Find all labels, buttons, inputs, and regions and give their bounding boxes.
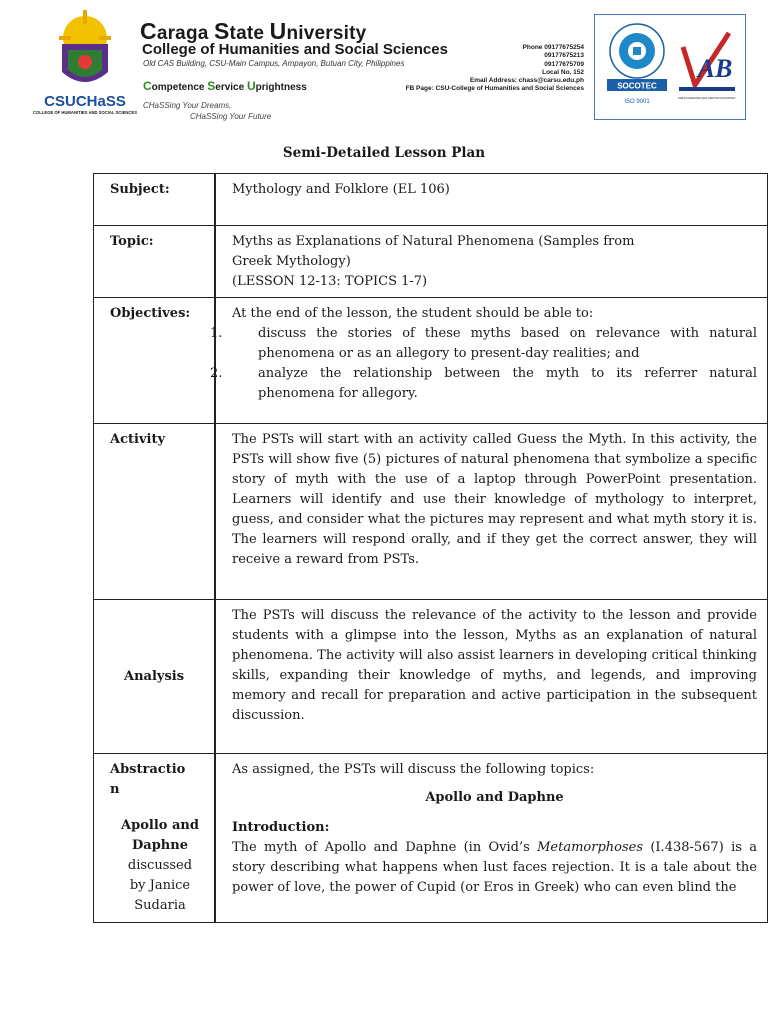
presenter-line: discussed [127, 858, 193, 873]
college-name: College of Humanities and Social Sciences [142, 41, 448, 58]
activity-label: Activity [110, 432, 165, 447]
presenter-line: by Janice [129, 878, 191, 893]
contact-line: Email Address: chass@carsu.edu.ph [469, 77, 584, 85]
presenter-line: Sudaria [134, 898, 186, 913]
certification-badges [594, 14, 746, 120]
socotec-badge-icon [605, 21, 669, 113]
analysis-text: The PSTs will discuss the relevance of the activity to the lesson and provide students with a glimpse into the lesson, Myths as an explanation of natural phenomena. The activity will also assist learners in developing critical thinking skills, expanding their knowledge of myths, and legends, and improving memory and recall for preparation and active participation in the subsequent discussion. [232, 608, 757, 723]
logo-text: CSUCHaSS [44, 93, 126, 110]
subject-label: Subject: [110, 182, 170, 197]
label-cell [94, 226, 216, 298]
table-row [94, 600, 768, 754]
topic-line: Myths as Explanations of Natural Phenomena (Samples from [232, 234, 635, 249]
label-cell [94, 754, 216, 923]
section-heading: Apollo and Daphne [425, 790, 564, 805]
label-cell [94, 424, 216, 600]
abstraction-label: Abstractio [110, 762, 186, 777]
content-cell [210, 298, 768, 424]
letterhead [0, 0, 768, 130]
address: Old CAS Building, CSU-Main Campus, Ampayon, Butuan City, Philippines [143, 59, 405, 68]
label-cell [94, 174, 216, 226]
socotec-label: SOCOTEC [617, 81, 657, 91]
page-title: Semi-Detailed Lesson Plan [282, 145, 486, 161]
topic-label: Topic: [110, 234, 154, 249]
contact-line: Phone 09177675254 [522, 44, 584, 51]
subtopic-title: Daphne [132, 838, 188, 853]
label-cell [94, 600, 216, 754]
topic-value [216, 226, 767, 292]
content-cell [215, 226, 768, 298]
subject-value: Mythology and Folklore (EL 106) [232, 182, 450, 197]
introduction-label: Introduction: [232, 820, 330, 835]
introduction-text: The myth of Apollo and Daphne (in Ovid’s Metamorphoses (I.438-567) is a story describing what happens when lust faces rejection. It is a tale about the power of love, the power of Cupid (or Eros in Greek) who can even blind the [232, 840, 757, 895]
content-cell [215, 424, 768, 600]
content-cell [215, 174, 768, 226]
contact-line: 09177675709 [544, 60, 584, 68]
content-cell [215, 754, 768, 923]
pab-badge-icon [675, 25, 739, 111]
activity-text: The PSTs will start with an activity called Guess the Myth. In this activity, the PSTs will show five (5) pictures of natural phenomena that symbolize a specific story of myth with the use of a laptop through PowerPoint presentation. Learners will identify and use their knowledge of mythology to interpret, guess, and consider what the pictures may represent and what myth story it is. The learners will respond orally, and if they get the correct answer, they will receive a reward from PSTs. [232, 432, 757, 567]
table-row [94, 174, 768, 226]
table-row [94, 754, 768, 923]
tagline-1: CHaSSing Your Dreams, [143, 101, 232, 110]
contact-line: FB Page: CSU-College of Humanities and Social Sciences [405, 85, 584, 93]
csu-chass-logo [33, 10, 137, 130]
content-cell [215, 600, 768, 754]
objectives-intro: At the end of the lesson, the student should be able to: [232, 306, 594, 321]
objectives-label: Objectives: [110, 306, 191, 321]
university-name: Caraga State University [140, 18, 367, 44]
iso-label: ISO 9001 [624, 99, 650, 105]
objective-item: 2. analyze the relationship between the myth to its referrer natural phenomena for allegory. [210, 366, 757, 401]
table-row [94, 226, 768, 298]
subtopic-title: Apollo and [121, 818, 199, 833]
lesson-plan-table [93, 173, 768, 923]
contact-line: Local No. 152 [542, 68, 584, 76]
topic-line: Greek Mythology) [232, 254, 351, 269]
abstraction-label-cont: n [110, 782, 120, 797]
analysis-label: Analysis [123, 668, 185, 684]
pab-sub: PAB ACCREDITED QMS CERTIFICATION BODY [678, 97, 736, 100]
topic-line: (LESSON 12-13: TOPICS 1-7) [232, 274, 428, 289]
pab-label: AB [697, 54, 733, 83]
label-cell [94, 298, 216, 424]
tagline-2: CHaSSing Your Future [190, 112, 272, 121]
table-row [94, 424, 768, 600]
abstraction-intro: As assigned, the PSTs will discuss the following topics: [232, 762, 595, 777]
contact-info [406, 44, 584, 94]
contact-line: 09177675213 [544, 52, 584, 60]
motto: Competence Service Uprightness [143, 79, 307, 93]
logo-subtext: COLLEGE OF HUMANITIES AND SOCIAL SCIENCES [33, 110, 137, 115]
table-row [94, 298, 768, 424]
objective-item: 1. discuss the stories of these myths based on relevance with natural phenomena or as an allegory to present-day realities; and [210, 326, 757, 361]
